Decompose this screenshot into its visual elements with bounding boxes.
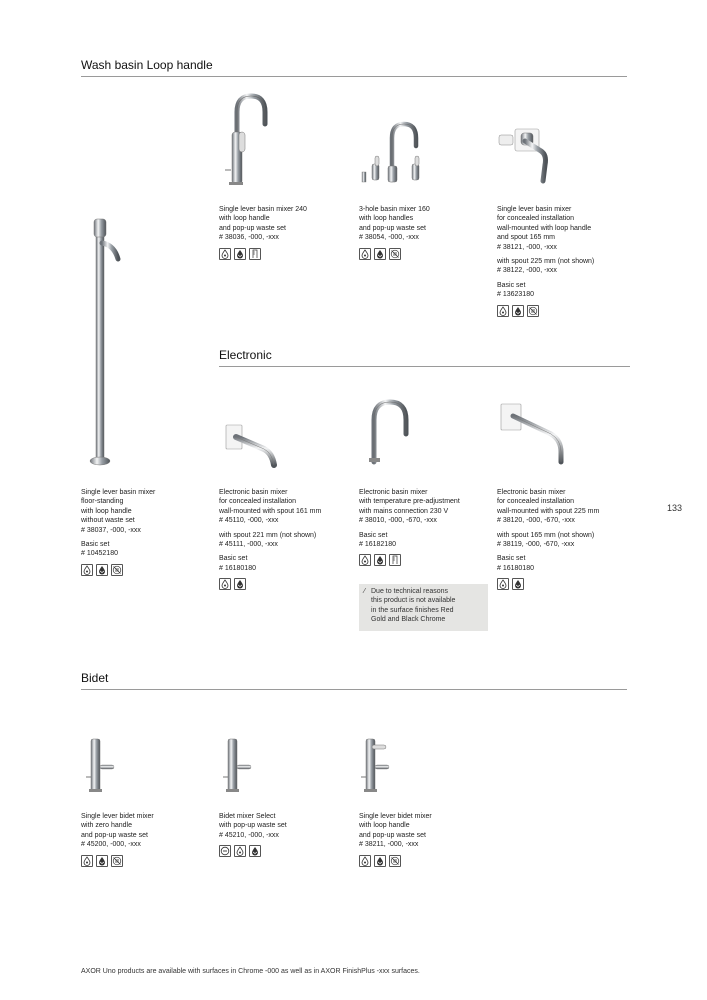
product-desc: without waste set xyxy=(81,517,135,525)
product-desc: for concealed installation xyxy=(497,215,575,223)
spray-icon xyxy=(111,564,123,576)
product-concealed-mixer xyxy=(497,205,637,317)
feature-icons xyxy=(219,845,359,857)
product-number: # 38010, -000, -670, -xxx xyxy=(359,517,437,525)
basic-set-number: # 16182180 xyxy=(359,541,396,549)
note-text: Due to technical reasons xyxy=(371,588,449,595)
eco-drop-icon xyxy=(96,855,108,867)
section-rule xyxy=(81,689,627,690)
feature-icons xyxy=(81,855,221,867)
basic-set-label: Basic set xyxy=(497,555,526,563)
product-name: Electronic basin mixer xyxy=(359,489,428,496)
note-text: Gold and Black Chrome xyxy=(371,616,446,624)
product-desc: with loop handle xyxy=(81,507,132,515)
section-rule xyxy=(219,366,630,367)
eco-drop-icon xyxy=(374,855,386,867)
spray-icon xyxy=(389,855,401,867)
note-text: in the surface finishes Red xyxy=(371,606,454,614)
water-drop-icon xyxy=(81,564,93,576)
feature-icons xyxy=(359,248,499,260)
product-desc: and pop-up waste set xyxy=(359,831,426,839)
water-drop-icon xyxy=(359,248,371,260)
product-number: # 38036, -000, -xxx xyxy=(219,234,279,242)
note-text: this product is not available xyxy=(371,597,456,605)
water-drop-icon xyxy=(359,554,371,566)
product-number: # 45111, -000, -xxx xyxy=(219,541,278,549)
product-name: Single lever basin mixer xyxy=(81,489,156,496)
product-desc: with pop-up waste set xyxy=(219,822,287,830)
water-drop-icon xyxy=(497,578,509,590)
product-desc: and spout 165 mm xyxy=(497,234,555,242)
measure-icon xyxy=(389,554,401,566)
product-number: # 45200, -000, -xxx xyxy=(81,841,141,849)
product-name: Single lever basin mixer xyxy=(497,206,572,213)
feature-icons xyxy=(81,564,221,576)
bidet-loop-image xyxy=(360,735,400,795)
product-electronic-mixer-225 xyxy=(497,488,637,590)
product-bidet-zero xyxy=(81,812,221,867)
basic-set-label: Basic set xyxy=(219,555,248,563)
measure-icon xyxy=(249,248,261,260)
product-desc: wall-mounted with spout 225 mm xyxy=(497,507,600,515)
concealed-mixer-image xyxy=(495,125,555,185)
basin-mixer-240-image xyxy=(215,92,275,192)
product-name: Electronic basin mixer xyxy=(497,489,566,496)
product-desc: and pop-up waste set xyxy=(359,224,426,232)
product-desc: with mains connection 230 V xyxy=(359,507,449,515)
product-bidet-select xyxy=(219,812,359,857)
product-name: Electronic basin mixer xyxy=(219,489,288,496)
basic-set-label: Basic set xyxy=(497,281,526,289)
basic-set-label: Basic set xyxy=(81,541,110,549)
section-rule xyxy=(81,76,627,77)
electronic-mixer-225-image xyxy=(495,398,575,468)
basic-set-number: # 16180180 xyxy=(219,564,256,572)
product-number: # 38122, -000, -xxx xyxy=(497,267,557,275)
product-name: Bidet mixer Select xyxy=(219,813,276,820)
product-desc: for concealed installation xyxy=(219,498,297,506)
product-desc: and pop-up waste set xyxy=(219,224,286,232)
product-number: # 38120, -000, -670, -xxx xyxy=(497,517,575,525)
product-desc: with temperature pre-adjustment xyxy=(359,498,460,506)
product-three-hole-mixer xyxy=(359,205,499,260)
bidet-select-image xyxy=(222,735,262,795)
product-number: # 45110, -000, -xxx xyxy=(219,517,279,525)
product-electronic-mixer-161 xyxy=(219,488,359,590)
section-title-bidet: Bidet xyxy=(81,671,109,685)
feature-icons xyxy=(497,305,637,317)
feature-icons xyxy=(219,248,359,260)
section-title-wash-basin: Wash basin Loop handle xyxy=(81,58,213,72)
electronic-mixer-230-image xyxy=(360,398,420,468)
product-name: Single lever bidet mixer xyxy=(81,813,154,820)
product-variant: with spout 221 mm (not shown) xyxy=(219,531,317,539)
product-name: Single lever basin mixer 240 xyxy=(219,206,307,213)
product-bidet-loop xyxy=(359,812,499,867)
spray-icon xyxy=(111,855,123,867)
product-desc: with zero handle xyxy=(81,822,132,830)
product-desc: floor-standing xyxy=(81,498,124,506)
product-number: # 45210, -000, -xxx xyxy=(219,831,279,839)
select-button-icon xyxy=(219,845,231,857)
feature-icons xyxy=(219,578,359,590)
section-title-electronic: Electronic xyxy=(219,348,272,362)
product-basin-mixer-240 xyxy=(219,205,359,260)
water-drop-icon xyxy=(81,855,93,867)
product-variant: with spout 225 mm (not shown) xyxy=(497,258,595,266)
feature-icons xyxy=(359,554,499,566)
product-number: # 38119, -000, -670, -xxx xyxy=(497,541,575,549)
spray-icon xyxy=(389,248,401,260)
feature-icons xyxy=(497,578,637,590)
bidet-zero-image xyxy=(85,735,125,795)
water-drop-icon xyxy=(359,855,371,867)
product-number: # 38211, -000, -xxx xyxy=(359,841,419,849)
water-drop-icon xyxy=(234,845,246,857)
footer-note: AXOR Uno products are available with surfaces in Chrome -000 as well as in AXOR FinishPlus -xxx surfaces. xyxy=(81,968,420,975)
eco-drop-icon xyxy=(249,845,261,857)
eco-drop-icon xyxy=(374,248,386,260)
product-desc: with loop handle xyxy=(219,215,270,223)
product-floor-standing-mixer xyxy=(81,488,221,576)
product-desc: for concealed installation xyxy=(497,498,575,506)
product-name: 3-hole basin mixer 160 xyxy=(359,206,430,213)
product-name: Single lever bidet mixer xyxy=(359,813,432,820)
feature-icons xyxy=(359,855,499,867)
product-number: # 38054, -000, -xxx xyxy=(359,234,419,242)
basic-set-number: # 16180180 xyxy=(497,564,534,572)
water-drop-icon xyxy=(219,578,231,590)
page-number: 133 xyxy=(667,503,683,513)
water-drop-icon xyxy=(219,248,231,260)
product-number: # 38121, -000, -xxx xyxy=(497,243,557,251)
product-electronic-mixer-230 xyxy=(359,488,499,566)
eco-drop-icon xyxy=(234,248,246,260)
eco-drop-icon xyxy=(96,564,108,576)
product-variant: with spout 165 mm (not shown) xyxy=(497,531,595,539)
product-number: # 38037, -000, -xxx xyxy=(81,526,141,534)
basic-set-label: Basic set xyxy=(359,531,388,539)
eco-drop-icon xyxy=(512,305,524,317)
availability-note xyxy=(359,584,488,631)
floor-standing-mixer-image xyxy=(88,215,128,470)
basic-set-number: # 10452180 xyxy=(81,550,118,558)
product-desc: with loop handle xyxy=(359,822,410,830)
eco-drop-icon xyxy=(234,578,246,590)
product-desc: with loop handles xyxy=(359,215,414,223)
product-desc: and pop-up waste set xyxy=(81,831,148,839)
three-hole-mixer-image xyxy=(356,120,436,190)
water-drop-icon xyxy=(497,305,509,317)
eco-drop-icon xyxy=(374,554,386,566)
note-mark: ⁄ xyxy=(364,588,366,595)
product-desc: wall-mounted with loop handle xyxy=(497,224,592,232)
product-desc: wall-mounted with spout 161 mm xyxy=(219,507,322,515)
eco-drop-icon xyxy=(512,578,524,590)
spray-icon xyxy=(527,305,539,317)
electronic-mixer-161-image xyxy=(220,415,290,475)
basic-set-number: # 13623180 xyxy=(497,291,534,299)
